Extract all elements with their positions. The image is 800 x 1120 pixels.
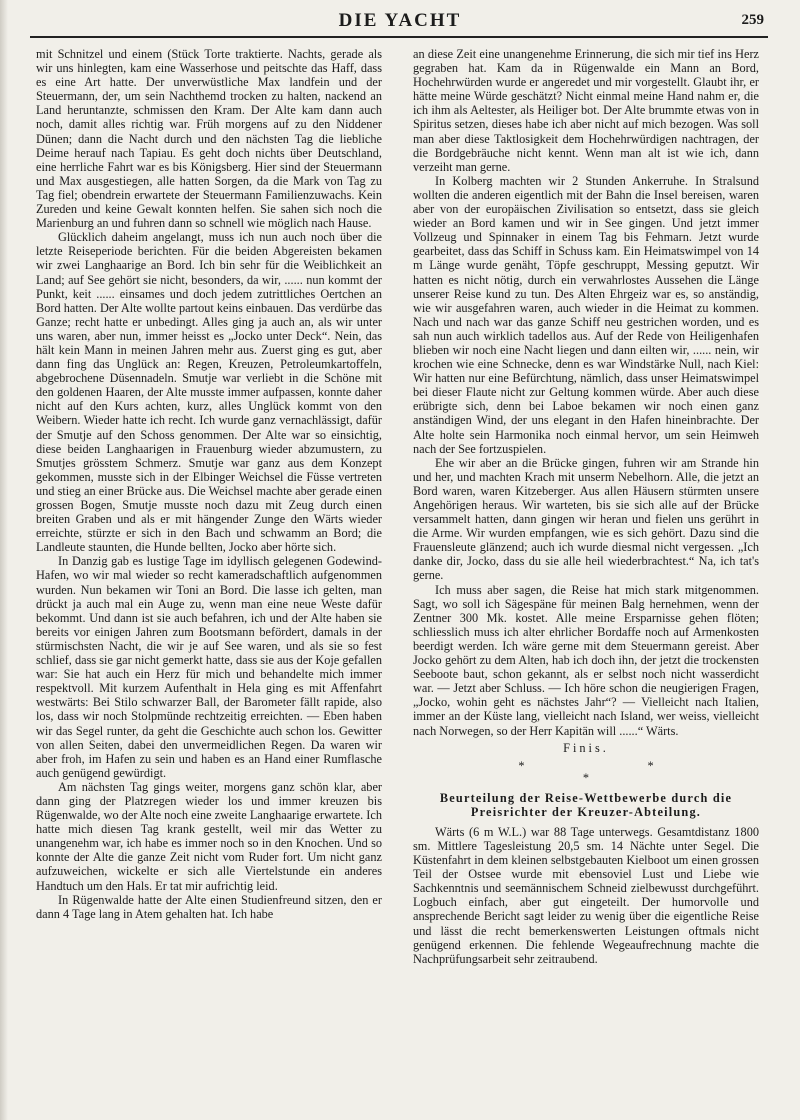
finis-mark: Finis.	[563, 740, 609, 755]
paragraph: Am nächsten Tag gings weiter, morgens ganz schön klar, aber dann ging der Platzregen wieder los und immer kreuzen bis Rügenwalde, wo der Alte noch eine zweite Langhaarige erwartete. Ich hatte mich diesen Tag krank gestellt, weil mir das Wetter zu unangenehm war, ich habe es immer noch so in den Knochen. Und so konnte der Alte die ganze Zeit nicht vom Ruder fort. Um nicht ganz aufzuweichen, wickelte er sich alle Viertelstunde ein anderes Handtuch um den Hals. Er tat mir aufrichtig leid.	[36, 779, 382, 893]
page-edge-shadow	[0, 0, 8, 1120]
paragraph: Glücklich daheim angelangt, muss ich nun auch noch über die letzte Reiseperiode berichten. Für die beiden Abgereisten bekamen wir zwei Langhaarige an Bord. Ich bin sehr für die Weiblichkeit an Land; auf See gehört sie nicht, besonders, da wir, ...... nun kommt der Punkt, keit ...... einsames und doch jedem zutrittliches Oertchen an Bord hatten. Der Alte wollte partout keins einbauen. Das verdürbe das Ganze; recht hatte er unbedingt. Alles ging ja auch an, als wir unter uns waren, aber nun, immer heisst es „Jocko unter Deck“. Nein, das hält kein Mann in meinen Jahren mehr aus. Zuerst ging es gut, aber dann fing das Unglück an: Regen, Kreuzen, Petroleumkartoffeln, abgebrochene Düsennadeln. Smutje war verliebt in die Schöne mit den goldenen Haaren, der Alte musste immer aufpassen, konnte daher nicht auf den Kurs achten, kurz, alles Unglück kommt von den Weibern. Wieder hatte ich recht. Ich wurde ganz vernachlässigt, dafür der Smutje auf den Schoss genommen. Der Alte war so einsichtig, diese beiden Langhaarigen in Frauenburg wieder abzumustern, zu Smutjes grösstem Schmerz. Smutje war ganz aus dem Konzept gekommen, musste sich in der Elbinger Weichsel die Füsse vertreten und stieg an einer Brücke aus. Die Weichsel machte aber gerade einen grossen Bogen, Smutje musste noch dazu mit Zeug durch einen breiten Graben und als er mit hängender Zunge den Wärts wieder erreichte, stürzte er sich in den Bach und schwamm an Bord; die Landleute staunten, die Hunde bellten, Jocko aber hörte sich.	[36, 230, 382, 555]
paragraph: In Kolberg machten wir 2 Stunden Ankerruhe. In Stralsund wollten die anderen eigentlich mit der Bahn die Insel bereisen, waren aber von der europäischen Zivilisation so entsetzt, dass sie gleich wieder an Bord kamen und wir in See gingen. Und jetzt immer Vollzeug und Spinnaker in einem Tag bis Fehmarn. Jetzt wurde gearbeitet, dass das Schiff in Schuss kam. Ein Heimatswimpel von 14 m Länge wurde genäht, Töpfe geschruppt, Messing geputzt. Wir hatten es nicht nötig, durch ein verwahrlostes Aussehen die Länge unserer Reise kund zu tun. Des Alten Ehrgeiz war es, so anständig, wie wir ausgefahren waren, auch wieder in die Heimat zu kommen. Nach und nach war das ganze Schiff neu gestrichen worden, und es sah nun auch wirklich tadellos aus. Auf der Rede von Heiligenhafen blieben wir noch eine Nacht liegen und dann eilten wir, ...... nein, wir krochen wie eine Schnecke, denn es war Windstärke Null, nach Kiel: Wir hatten nur eine Befürchtung, nämlich, dass unser Heimatswimpel bei dieser Flaute nicht zur Geltung kommen würde. Aber auch diese erübrigte sich, denn bei Laboe bekamen wir noch einen ganz anständigen Wind, der uns elegant in den Hafen hineinbrachte. Der Alte holte sein Harmonika noch einmal hervor, um sein Heimweh nach der See fortzuspielen.	[413, 173, 759, 456]
paragraph: an diese Zeit eine unangenehme Erinnerung, die sich mir tief ins Herz gegraben hat. Kam da in Rügenwalde ein Mann an Bord, Hochehrwürden wurde er angeredet und mir vorgestellt. Glaubt ihr, er hätte meine Würde geschätzt? Nicht einmal meine Hand nahm er, die ich ihm als Aeltester, als Heiliger bot. Der Alte brummte etwas von in Spiritus setzen, dieses habe ich aber nicht auf mich bezogen. Was soll man aber diese Taktlosigkeit dem Hochehrwürdigen nachtragen, der die Bordgebräuche nicht kennt. Wenn man alt ist wie ich, dann verzeiht man gerne.	[413, 47, 759, 174]
right-column	[413, 47, 759, 966]
section-heading-line: Preisrichter der Kreuzer-Abteilung.	[470, 804, 702, 819]
header-rule	[30, 36, 768, 38]
magazine-title: DIE YACHT	[338, 10, 462, 31]
paragraph: mit Schnitzel und einem (Stück Torte traktierte. Nachts, gerade als wir uns hinlegten, kam eine Wasserhose und peitschte das Haff, dass es eine Art hatte. Der unverwüstliche Max landfein und der Steuermann, der, um sein Nachthemd trocken zu halten, nackend an Land heruntanzte, schmissen den Kram. Der Alte kam dann auch noch, damit alles richtig war. Früh morgens auf zu den Niddener Dünen; dann die Nacht durch und den nächsten Tag die liebliche Deime herauf nach Tapiau. Es geht doch nichts über Deutschland, eine herrliche Fahrt war es bis Königsberg. Hier sind der Steuermann und Max ausgestiegen, alle hatten Sorgen, da die Mark von Tag zu Tag fiel; obendrein erwartete der Steuermann Familienzuwachs. Kein Zureden und keine Gewalt konnten helfen. Sie sahen sich noch die Marienburg an und fuhren dann so schnell wie möglich nach Hause.	[36, 47, 382, 231]
section-heading	[413, 791, 759, 819]
paragraph: In Danzig gab es lustige Tage im idyllisch gelegenen Godewind-Hafen, wo wir mal wieder so recht kameradschaftlich aufgenommen wurden. Nun bekamen wir Toni an Bord. Die lasse ich gelten, man drückt ja auch mal ein Auge zu, wenn man eine neue Weste dafür bekommt. Und dann ist sie auch befahren, ich und der Alte haben sie bereits vor einigen Jahren zum Bootsmann befördert, damals in der stürmischsten Nacht, die wir je auf See waren, und als sie so fest schlief, dass sie gar nicht gemerkt hatte, dass sie aus der Koje gefallen war: Sie hat auch ein Herz für mich und behandelte mich immer respektvoll. Mit kurzem Aufenthalt in Hela ging es mit Affenfahrt westwärts: Bei Stilo schwarzer Ball, der Barometer fällt rapide, also los, dass wir noch Stolpmünde rechtzeitig erreichten. — Eben haben wir das Segel runter, da geht die Geschichte auch schon los. Gewitter von allen Seiten, dabei den unvermeidlichen Regen. Da waren wir aber froh, im Hafen zu sein und haben es an Hand einer Rumflasche auch genügend gewürdigt.	[36, 554, 382, 780]
section-heading-line: Beurteilung der Reise-Wettbewerbe durch die	[439, 790, 733, 805]
paragraph: Ehe wir aber an die Brücke gingen, fuhren wir am Strande hin und her, und machten Krach mit unserm Nebelhorn. Alle, die jetzt an Bord waren, waren Kitzeberger. Aus allen Häusern stürmten unsere Angehörigen heraus. Wir warteten, bis sie sich alle auf der Brücke versammelt hatten, dann gingen wir heran und fielen uns gerührt in die Arme. Wir wurden empfangen, wie es sich gehört. Dazu sind die Frauensleute glänzend; auch ich wurde diesmal nicht vergessen. „Ich danke dir, Jocko, dass du sie alle heil wiederbrachtest.“ Na, ich tat's gerne.	[413, 455, 759, 583]
left-column	[36, 47, 382, 921]
evaluation-paragraph: Wärts (6 m W.L.) war 88 Tage unterwegs. Gesamtdistanz 1800 sm. Mittlere Tagesleistung 20,5 sm. 14 Nächte unter Segel. Die Küstenfahrt in dem kleinen selbstgebauten Kielboot um einen grossen Teil der Ostsee wurde mit ebensoviel Lust und Liebe wie Sachkenntnis und seemännischem Schneid zielbewusst durchgeführt. Logbuch einfach, aber gut eingeteilt. Der humorvolle und ansprechende Bericht sagt leider zu wenig über die eigentliche Reise und lässt die recht bemerkenswerten Leistungen oftmals nicht genügend erkennen. Die fehlende Wegeaufrechnung machte die Nachprüfungsarbeit sehr zeitraubend.	[413, 824, 759, 966]
paragraph: Ich muss aber sagen, die Reise hat mich stark mitgenommen. Sagt, wo soll ich Sägespäne für meinen Balg hernehmen, wenn der Zentner 300 Mk. kostet. Alle meine Ersparnisse gehen flöten; schliesslich muss ich alter ehrlicher Bordaffe noch auf Armenkosten beerdigt werden. Ich wäre gerne mit dem Steuermann gereist. Aber Jocko gehört zu dem Alten, hab ich doch ihn, der jetzt die trockensten Seeboote baut, schon gekannt, als er selbst noch nicht wasserdicht war. — Jetzt aber Schluss. — Ich höre schon die neugierigen Fragen, „Jocko, wohin geht es nächstes Jahr“? — Vielleicht nach Italien, immer an der Küste lang, vielleicht nach Island, wer weiss, vielleicht nach Norwegen, so der Herr Kapitän will ......“ Wärts.	[413, 582, 759, 738]
section-divider-star: *	[582, 770, 590, 785]
paragraph: In Rügenwalde hatte der Alte einen Studienfreund sitzen, den er dann 4 Tage lang in Atem gehalten hat. Ich habe	[36, 892, 382, 921]
section-divider-stars: * *	[518, 758, 714, 773]
page-header	[30, 6, 770, 36]
page-number: 259	[741, 12, 764, 28]
